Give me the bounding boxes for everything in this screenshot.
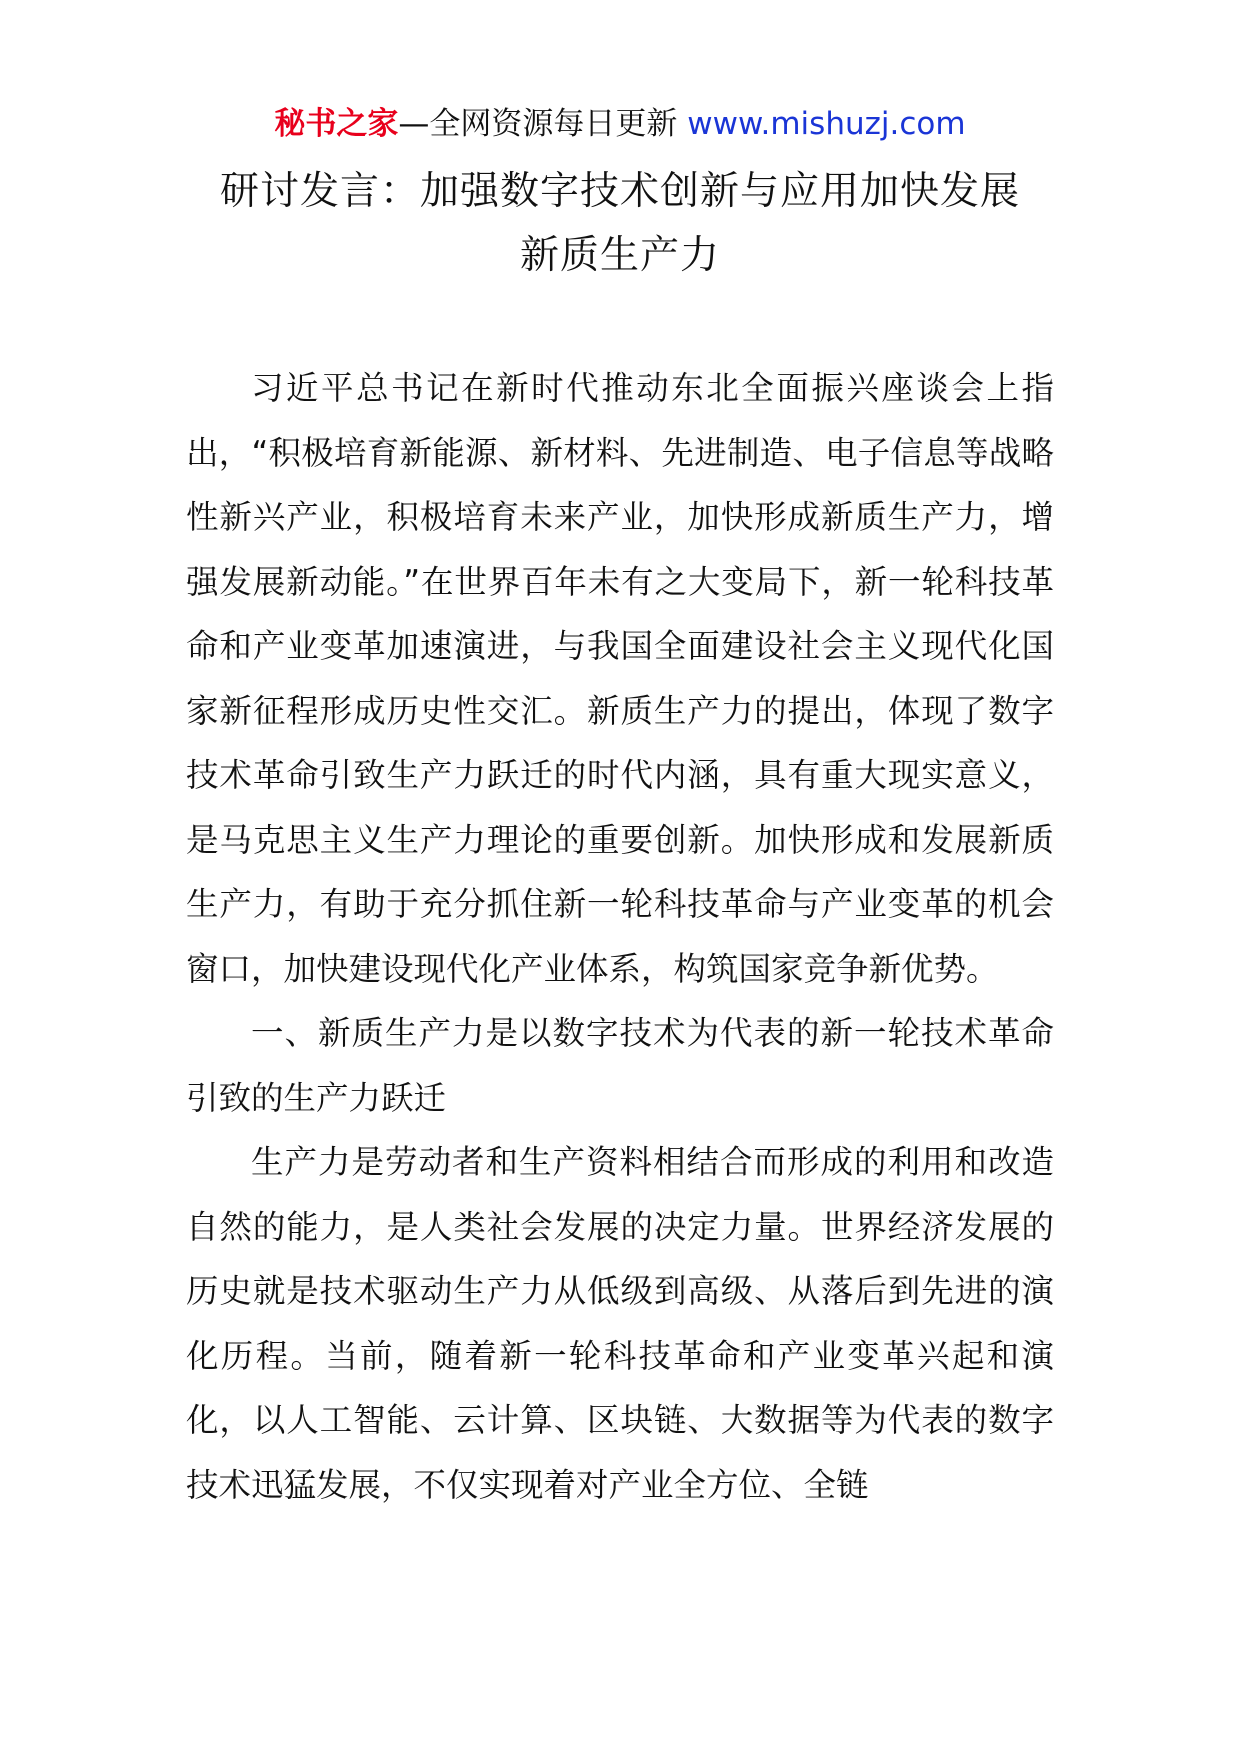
site-slogan: —全网资源每日更新 bbox=[398, 106, 688, 142]
document-title bbox=[150, 160, 1090, 288]
site-url-link[interactable]: www.mishuzj.com bbox=[687, 106, 966, 142]
title-line-1: 研讨发言：加强数字技术创新与应用加快发展 bbox=[219, 169, 1020, 214]
site-header bbox=[0, 102, 1240, 146]
site-name: 秘书之家 bbox=[274, 106, 399, 142]
title-line-2: 新质生产力 bbox=[519, 233, 720, 278]
paragraph-intro: 习近平总书记在新时代推动东北全面振兴座谈会上指出，“积极培育新能源、新材料、先进制造、电子信息等战略性新兴产业，积极培育未来产业，加快形成新质生产力，增强发展新动能。”在世界百年未有之大变局下，新一轮科技革命和产业变革加速演进，与我国全面建设社会主义现代化国家新征程形成历史性交汇。新质生产力的提出，体现了数字技术革命引致生产力跃迁的时代内涵，具有重大现实意义，是马克思主义生产力理论的重要创新。加快形成和发展新质生产力，有助于充分抓住新一轮科技革命与产业变革的机会窗口，加快建设现代化产业体系，构筑国家竞争新优势。 bbox=[186, 369, 1054, 988]
section-heading-1: 一、新质生产力是以数字技术为代表的新一轮技术革命引致的生产力跃迁 bbox=[186, 1014, 1054, 1117]
document-body bbox=[186, 356, 1054, 1517]
paragraph-section-1: 生产力是劳动者和生产资料相结合而形成的利用和改造自然的能力，是人类社会发展的决定力量。世界经济发展的历史就是技术驱动生产力从低级到高级、从落后到先进的演化历程。当前，随着新一轮科技革命和产业变革兴起和演化，以人工智能、云计算、区块链、大数据等为代表的数字技术迅猛发展，不仅实现着对产业全方位、全链 bbox=[186, 1143, 1054, 1504]
